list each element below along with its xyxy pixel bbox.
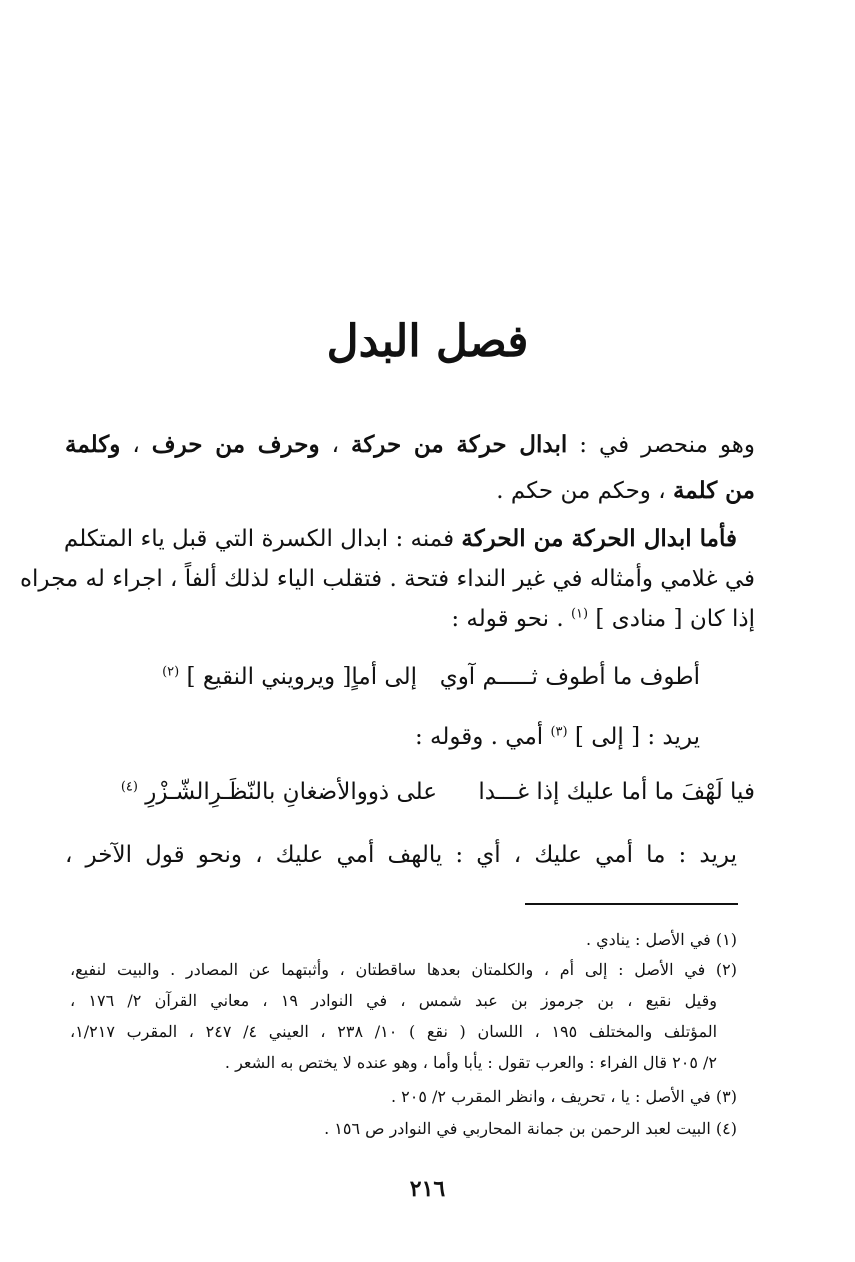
- paragraph-2-line-3: [451, 602, 755, 636]
- paragraph-2-line-1: [65, 522, 737, 556]
- footnote-ref: (٢): [162, 664, 180, 680]
- paragraph-1-line-1: [65, 428, 755, 462]
- bold-term: فأما ابدال الحركة من الحركة: [461, 525, 737, 552]
- verse-1-second-hemistich: [162, 660, 417, 694]
- text-run: يريد : [ إلى ]: [574, 724, 700, 750]
- footnote-4: (٤) البيت لعبد الرحمن بن جمانة المحاربي في النوادر ص ١٥٦ .: [324, 1119, 737, 1138]
- footnote-ref: (٣): [550, 724, 568, 740]
- text-run: إلى أماٍ[ ويرويني النقيع ]: [186, 664, 417, 690]
- footnote-2-line-3: المؤتلف والمختلف ١٩٥ ، اللسان ( نقع ) ١٠/ ٢٣٨ ، العيني ٤/ ٢٤٧ ، المقرب ١/٢١٧،: [70, 1022, 718, 1041]
- text-run: وهو منحصر في :: [579, 432, 756, 458]
- separator: ،: [331, 432, 340, 458]
- chapter-title: فصل البدل: [326, 316, 529, 367]
- text-run: . نحو قوله :: [451, 606, 564, 632]
- separator: ،: [132, 432, 140, 458]
- bold-term: وحرف من حرف: [151, 431, 320, 458]
- footnote-2-line-2: وقيل نقيع ، بن جرموز بن عبد شمس ، في النوادر ١٩ ، معاني القرآن ٢/ ١٧٦ ،: [70, 991, 718, 1010]
- footnote-2-line-1: (٢) في الأصل : إلى أم ، والكلمتان بعدها ساقطتان ، وأثبتهما عن المصادر . والبيت لنفيع،: [70, 960, 737, 979]
- page-number: ٢١٦: [409, 1176, 446, 1202]
- bold-term: من كلمة: [672, 477, 755, 504]
- bold-term: ابدال حركة من حركة: [351, 431, 568, 458]
- verse-1-first-hemistich: أطوف ما أطوف ثـــــم آوي: [439, 664, 700, 690]
- text-run: إذا كان [ منادى ]: [595, 606, 755, 632]
- verse-2-first-hemistich: فيا لَهْفَ ما أما عليك إذا غـــدا: [478, 779, 755, 805]
- footnote-2-line-4: ٢/ ٢٠٥ قال الفراء : والعرب تقول : يأبا وأما ، وهو عنده لا يختص به الشعر .: [224, 1053, 717, 1072]
- footnote-1: (١) في الأصل : ينادي .: [585, 930, 737, 949]
- text-run: أمي . وقوله :: [414, 724, 544, 750]
- text-run: على ذووالأضغانِ بالنّظَـرِالشّـزْرِ: [145, 779, 437, 805]
- footnote-ref: (٤): [120, 779, 138, 795]
- footnote-ref: (١): [570, 606, 589, 622]
- text-run: فمنه : ابدال الكسرة التي قبل ياء المتكلم: [63, 526, 455, 552]
- paragraph-3: [415, 720, 700, 754]
- verse-2-second-hemistich: [121, 775, 437, 809]
- paragraph-1-line-2: [496, 474, 755, 508]
- text-run: ، وحكم من حكم .: [496, 478, 666, 504]
- footnote-divider: [525, 903, 738, 905]
- bold-term: وكلمة: [65, 431, 121, 458]
- footnote-3: (٣) في الأصل : يا ، تحريف ، وانظر المقرب ٢/ ٢٠٥ .: [390, 1087, 737, 1106]
- paragraph-2-line-2: في غلامي وأمثاله في غير النداء فتحة . فتقلب الياء لذلك ألفاً ، اجراء له مجراه: [19, 566, 755, 592]
- paragraph-4: يريد : ما أمي عليك ، أي : يالهف أمي عليك ، ونحو قول الآخر ،: [65, 842, 737, 868]
